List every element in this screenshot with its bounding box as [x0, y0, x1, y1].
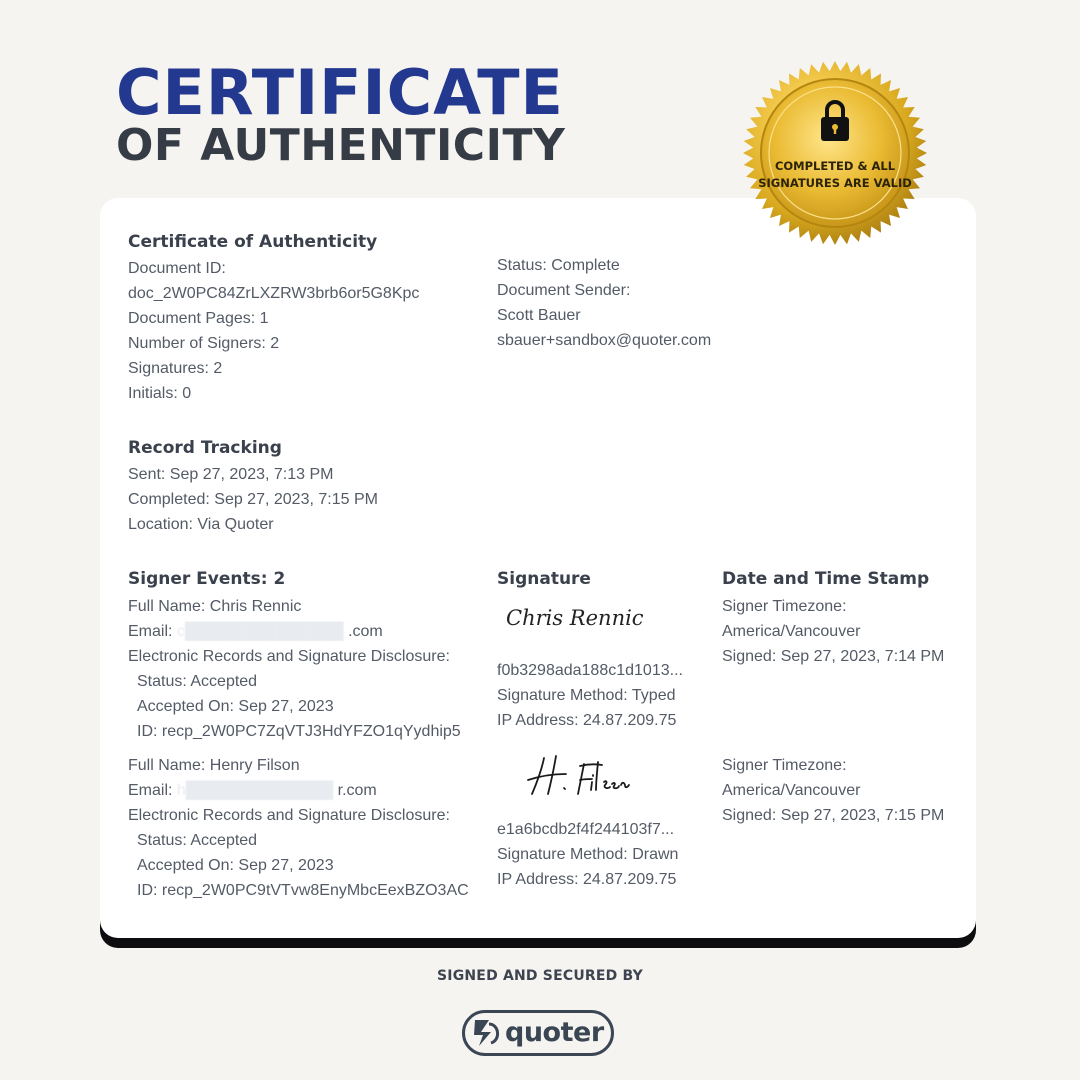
seal-text: COMPLETED & ALL SIGNATURES ARE VALID: [758, 159, 912, 190]
sender-email: sbauer+sandbox@quoter.com: [497, 332, 712, 349]
document-status-info: [497, 253, 711, 353]
signer-2-accepted-on: Accepted On: Sep 27, 2023: [137, 857, 334, 874]
signer-2-timezone: America/Vancouver: [722, 782, 861, 799]
certificate-heading: Certificate of Authenticity: [128, 232, 378, 252]
document-info: [128, 256, 419, 406]
signer-2-signature-info: [497, 817, 678, 892]
page-subtitle: OF AUTHENTICITY: [116, 120, 566, 171]
footer-label: SIGNED AND SECURED BY: [437, 968, 643, 984]
record-tracking-heading: Record Tracking: [128, 438, 282, 458]
signer-1-email: Email: c██████████████ .com: [128, 623, 383, 640]
signer-2-signed: Signed: Sep 27, 2023, 7:15 PM: [722, 807, 945, 824]
signer-1-status: Status: Accepted: [137, 673, 258, 690]
signer-2-signature: [526, 752, 638, 800]
initials-count: Initials: 0: [128, 385, 192, 402]
sender-name: Scott Bauer: [497, 307, 581, 324]
document-pages: Document Pages: 1: [128, 310, 269, 327]
page-title: CERTIFICATE: [116, 56, 564, 129]
signer-1-signature-info: [497, 658, 683, 733]
sender-label: Document Sender:: [497, 282, 631, 299]
signer-1-timezone-label: Signer Timezone:: [722, 598, 847, 615]
signatures-count: Signatures: 2: [128, 360, 223, 377]
signer-2-status: Status: Accepted: [137, 832, 258, 849]
signer-1-email-redacted: c██████████████: [176, 623, 349, 640]
signer-2-full-name: Full Name: Henry Filson: [128, 757, 300, 774]
signer-1-details: [128, 594, 461, 744]
signer-1-signature: Chris Rennic: [506, 606, 644, 630]
number-of-signers: Number of Signers: 2: [128, 335, 280, 352]
signer-events-heading: Signer Events: 2: [128, 569, 286, 589]
signer-1-disclosure: Electronic Records and Signature Disclosure:: [128, 648, 450, 665]
document-status: Status: Complete: [497, 257, 620, 274]
record-tracking-info: [128, 462, 378, 537]
signer-2-disclosure: Electronic Records and Signature Disclosure:: [128, 807, 450, 824]
signer-2-ip: IP Address: 24.87.209.75: [497, 871, 677, 888]
quoter-logo-text: quoter: [505, 1017, 604, 1048]
signer-2-timestamp: [722, 753, 944, 828]
signer-2-email: Email: h█████████████ r.com: [128, 782, 377, 799]
signer-2-details: [128, 753, 469, 903]
signer-2-method: Signature Method: Drawn: [497, 846, 679, 863]
signer-1-hash: f0b3298ada188c1d1013...: [497, 662, 683, 679]
signer-1-id: ID: recp_2W0PC7ZqVTJ3HdYFZO1qYydhip5: [137, 723, 461, 740]
signer-1-ip: IP Address: 24.87.209.75: [497, 712, 677, 729]
document-id: doc_2W0PC84ZrLXZRW3brb6or5G8Kpc: [128, 285, 420, 302]
sent-date: Sent: Sep 27, 2023, 7:13 PM: [128, 466, 334, 483]
signer-2-id: ID: recp_2W0PC9tVTvw8EnyMbcEexBZO3AC: [137, 882, 469, 899]
signer-1-full-name: Full Name: Chris Rennic: [128, 598, 302, 615]
quoter-logo: [462, 1010, 614, 1056]
signer-2-hash: e1a6bcdb2f4f244103f7...: [497, 821, 675, 838]
signature-heading: Signature: [497, 569, 591, 589]
completed-date: Completed: Sep 27, 2023, 7:15 PM: [128, 491, 378, 508]
signer-2-timezone-label: Signer Timezone:: [722, 757, 847, 774]
document-id-label: Document ID:: [128, 260, 226, 277]
signer-1-signed: Signed: Sep 27, 2023, 7:14 PM: [722, 648, 945, 665]
signer-1-timezone: America/Vancouver: [722, 623, 861, 640]
timestamp-heading: Date and Time Stamp: [722, 569, 930, 589]
location: Location: Via Quoter: [128, 516, 274, 533]
quoter-bolt-icon: [471, 1018, 503, 1048]
gold-seal: [742, 60, 928, 246]
signer-1-timestamp: [722, 594, 944, 669]
signer-1-method: Signature Method: Typed: [497, 687, 676, 704]
signer-2-email-redacted: h█████████████: [176, 782, 338, 799]
signer-1-accepted-on: Accepted On: Sep 27, 2023: [137, 698, 334, 715]
